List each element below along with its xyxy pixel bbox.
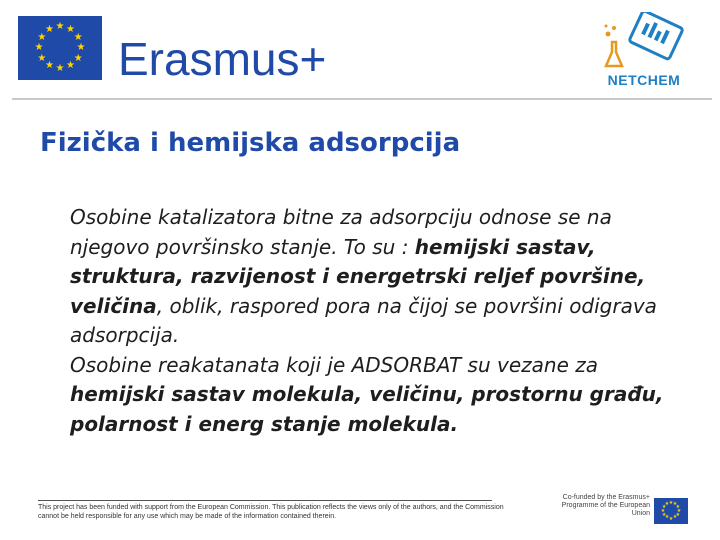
eu-star-icon: ★ <box>668 515 674 522</box>
eu-star-icon: ★ <box>668 499 674 506</box>
body-paragraph <box>70 203 690 351</box>
eu-star-icon: ★ <box>664 500 670 507</box>
eu-star-icon: ★ <box>37 52 47 64</box>
eu-star-icon: ★ <box>55 21 65 32</box>
header-divider <box>12 98 712 100</box>
eu-star-icon: ★ <box>76 42 86 53</box>
emphasis-text: hemijski sastav molekula, veličinu, prostornu građu, polarnost i energ stanje molekula. <box>70 382 664 436</box>
cofund-text: Co-funded by the Erasmus+ Programme of the European Union <box>561 494 650 517</box>
eu-star-icon: ★ <box>73 31 83 43</box>
slide-title: Fizička i hemijska adsorpcija <box>40 128 461 158</box>
eu-star-icon: ★ <box>45 23 54 35</box>
footer-divider <box>38 500 492 501</box>
body-text: , oblik, raspored pora na čijoj se površini odigrava adsorpcija. <box>70 293 657 347</box>
eu-star-icon: ★ <box>664 514 670 521</box>
body-paragraph <box>70 351 690 440</box>
funding-disclaimer: This project has been funded with support from the European Commission. This publication reflects the views only of the authors, and the Commission cannot be held responsible for any use which may be made of the information contained therein. <box>38 504 504 520</box>
eu-star-icon: ★ <box>660 507 666 514</box>
eu-flag-icon <box>18 16 102 80</box>
body-text: Osobine katalizatora bitne za adsorpciju odnose se na njegovo površinsko stanje. To su : <box>70 205 612 259</box>
emphasis-text: hemijski sastav, struktura, razvijenost i energetrski reljef površine, veličina <box>70 234 646 318</box>
eu-star-icon: ★ <box>661 511 667 518</box>
eu-star-icon: ★ <box>661 503 667 510</box>
eu-star-icon: ★ <box>55 63 65 74</box>
eu-star-icon: ★ <box>675 503 681 510</box>
eu-star-icon: ★ <box>66 23 75 35</box>
erasmus-logo-text: Erasmus+ <box>118 33 327 85</box>
eu-cofund-flag-icon <box>654 498 688 524</box>
eu-star-icon: ★ <box>37 31 47 43</box>
slide-header <box>0 0 720 100</box>
eu-star-icon: ★ <box>66 60 75 72</box>
slide-body <box>70 203 690 439</box>
eu-star-icon: ★ <box>45 60 54 72</box>
eu-star-icon: ★ <box>675 511 681 518</box>
eu-star-icon: ★ <box>672 500 678 507</box>
eu-star-icon: ★ <box>34 42 44 53</box>
eu-star-icon: ★ <box>672 514 678 521</box>
body-text: Osobine reakatanata koji je ADSORBAT su vezane za <box>70 352 598 377</box>
eu-star-icon: ★ <box>73 52 83 64</box>
eu-star-icon: ★ <box>676 507 682 514</box>
netchem-logo-text: NETCHEM <box>607 72 681 88</box>
